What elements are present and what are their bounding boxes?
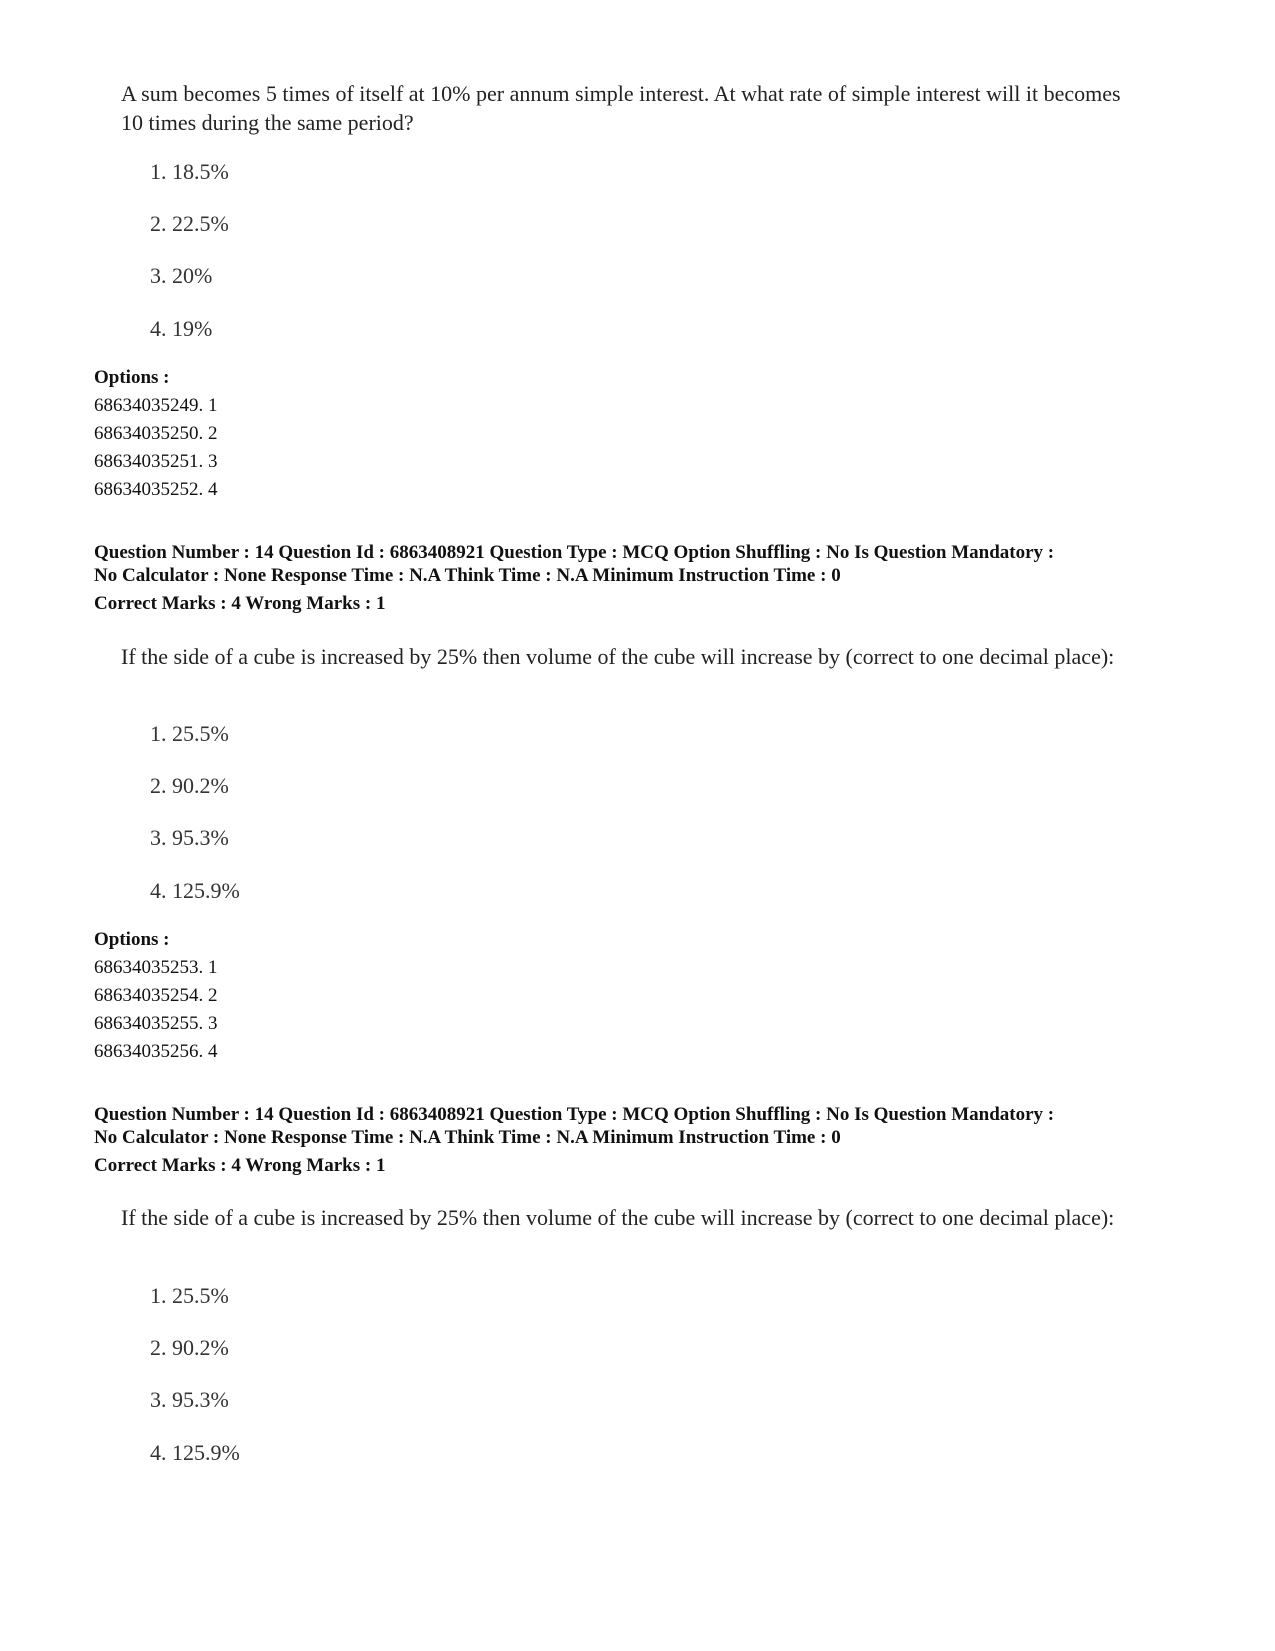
option-id-4: 68634035256. 4 xyxy=(94,1041,218,1062)
option-id-3: 68634035251. 3 xyxy=(94,451,218,472)
options-label: Options : xyxy=(94,367,170,388)
question-meta-line1: Question Number : 14 Question Id : 6863408921 Question Type : MCQ Option Shuffling : No Is Question Mandatory : xyxy=(94,1104,1055,1125)
choice-2: 2. 90.2% xyxy=(150,1335,229,1360)
choice-1: 1. 25.5% xyxy=(150,721,229,746)
choice-4: 4. 19% xyxy=(150,316,213,341)
choice-2: 2. 22.5% xyxy=(150,211,229,236)
option-id-4: 68634035252. 4 xyxy=(94,479,218,500)
option-id-2: 68634035250. 2 xyxy=(94,423,218,444)
question-text: If the side of a cube is increased by 25% then volume of the cube will increase by (correct to one decimal place): xyxy=(121,1205,1115,1230)
option-id-1: 68634035253. 1 xyxy=(94,957,218,978)
question-text: A sum becomes 5 times of itself at 10% per annum simple interest. At what rate of simple interest will it becomes 10 times during the same period? xyxy=(121,81,1121,135)
question-text: If the side of a cube is increased by 25% then volume of the cube will increase by (correct to one decimal place): xyxy=(121,644,1115,669)
question-meta-line1: Question Number : 14 Question Id : 6863408921 Question Type : MCQ Option Shuffling : No Is Question Mandatory : xyxy=(94,542,1055,563)
options-label: Options : xyxy=(94,929,170,950)
choice-3: 3. 95.3% xyxy=(150,1387,229,1412)
choice-1: 1. 25.5% xyxy=(150,1283,229,1308)
question-meta-line2: No Calculator : None Response Time : N.A Think Time : N.A Minimum Instruction Time : 0 xyxy=(94,1127,841,1148)
choice-4: 4. 125.9% xyxy=(150,1440,240,1465)
choice-4: 4. 125.9% xyxy=(150,878,240,903)
choice-1: 1. 18.5% xyxy=(150,159,229,184)
question-marks: Correct Marks : 4 Wrong Marks : 1 xyxy=(94,593,386,614)
choice-2: 2. 90.2% xyxy=(150,773,229,798)
option-id-1: 68634035249. 1 xyxy=(94,395,218,416)
question-marks: Correct Marks : 4 Wrong Marks : 1 xyxy=(94,1155,386,1176)
option-id-3: 68634035255. 3 xyxy=(94,1013,218,1034)
option-id-2: 68634035254. 2 xyxy=(94,985,218,1006)
choice-3: 3. 95.3% xyxy=(150,825,229,850)
choice-3: 3. 20% xyxy=(150,263,213,288)
question-meta-line2: No Calculator : None Response Time : N.A Think Time : N.A Minimum Instruction Time : 0 xyxy=(94,565,841,586)
